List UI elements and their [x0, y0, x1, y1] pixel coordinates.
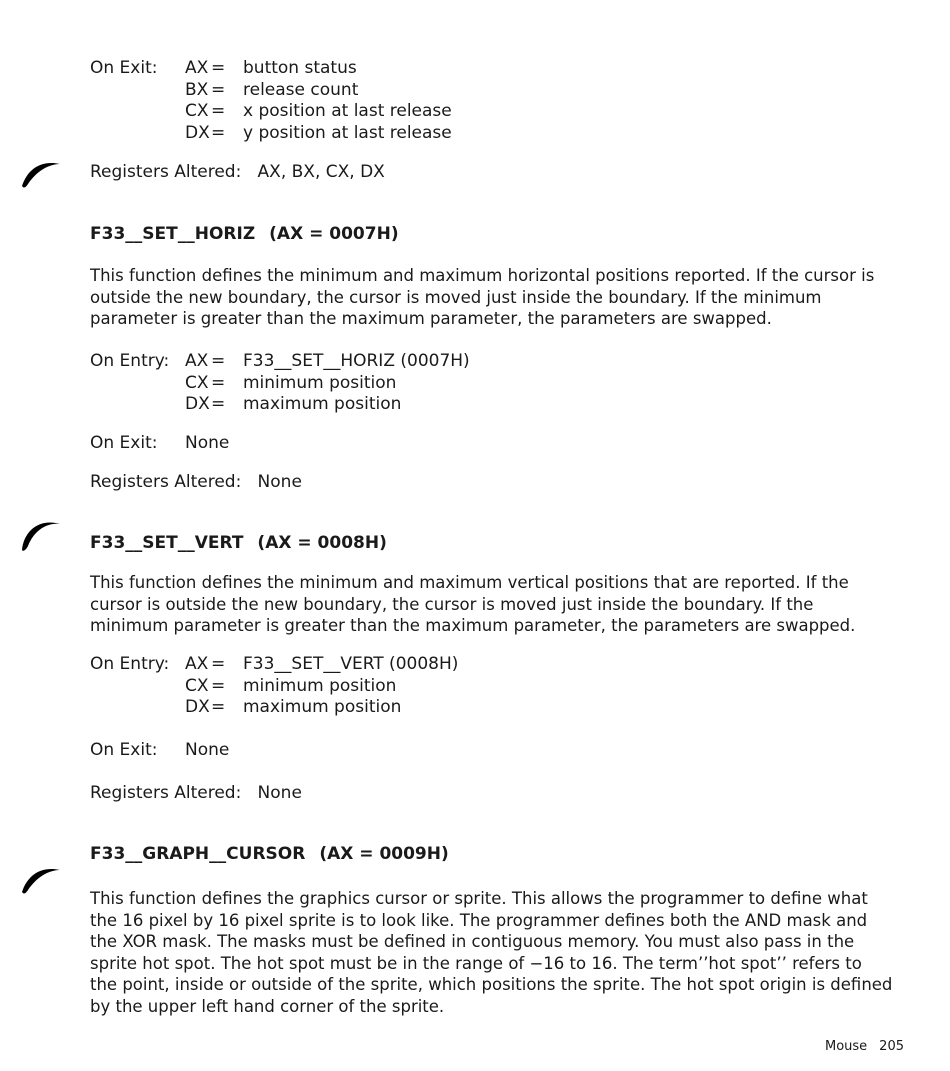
function-heading [90, 844, 449, 864]
register-list [185, 58, 452, 144]
register-list [185, 351, 470, 416]
register-value: release count [243, 79, 359, 100]
equals-sign: = [211, 675, 226, 696]
on-entry-label: On Entry: [90, 654, 170, 674]
register-value: x position at last release [243, 101, 452, 121]
registers-altered-label: Registers Altered: [90, 472, 242, 492]
registers-altered-line [90, 162, 385, 184]
registers-altered-value: None [257, 472, 302, 492]
paragraph-line: the point, inside or outside of the sprite, which positions the sprite. The hot spot origin is defined [90, 975, 893, 994]
registers-altered-value: None [257, 783, 302, 803]
on-entry-label: On Entry: [90, 351, 170, 371]
on-exit-label: On Exit: [90, 740, 158, 760]
paragraph-line: This function defines the minimum and maximum vertical positions that are reported. If the [90, 573, 849, 592]
register-line [185, 676, 458, 698]
register-value: F33__SET__HORIZ (0007H) [243, 351, 470, 371]
register-value: y position at last release [243, 122, 452, 143]
register-value: minimum position [243, 372, 397, 393]
on-exit-value: None [185, 740, 230, 760]
paragraph-line: minimum parameter is greater than the maximum parameter, the parameters are swapped. [90, 616, 856, 635]
register-value: minimum position [243, 675, 397, 696]
on-exit-value: None [185, 433, 230, 453]
paragraph-line: This function defines the graphics cursor or sprite. This allows the programmer to define what [90, 889, 868, 908]
paragraph-line: the 16 pixel by 16 pixel sprite is to look like. The programmer defines both the AND mask and [90, 910, 868, 930]
register-value: maximum position [243, 697, 402, 717]
register-line [185, 80, 452, 102]
register-list [185, 654, 458, 719]
on-exit-label: On Exit: [90, 58, 158, 78]
equals-sign: = [211, 654, 226, 674]
function-code: (AX = 0008H) [257, 533, 387, 553]
registers-altered-label: Registers Altered: [90, 783, 242, 803]
register-line [185, 394, 470, 416]
registers-altered-value: AX, BX, CX, DX [257, 162, 385, 182]
description-paragraph [90, 888, 893, 1017]
function-heading [90, 533, 387, 553]
equals-sign: = [211, 697, 226, 717]
register-name: DX [185, 394, 210, 414]
paragraph-line: sprite hot spot. The hot spot must be in the range of −16 to 16. The term’’hot spot’’ refers to [90, 953, 862, 973]
register-value: F33__SET__VERT (0008H) [243, 654, 459, 674]
registers-altered-line [90, 783, 302, 805]
page-number: 205 [879, 1039, 904, 1054]
on-exit-line [90, 740, 229, 762]
function-heading [90, 224, 399, 244]
register-value: button status [243, 58, 357, 78]
equals-sign: = [211, 394, 226, 414]
register-line [185, 697, 458, 719]
function-code: (AX = 0007H) [269, 224, 399, 244]
equals-sign: = [211, 79, 226, 100]
description-paragraph [90, 572, 890, 637]
register-name: CX [185, 372, 209, 393]
on-exit-label: On Exit: [90, 433, 158, 453]
function-name: F33__SET__HORIZ [90, 224, 256, 244]
register-value: maximum position [243, 394, 402, 414]
register-line [185, 373, 470, 395]
register-line [185, 654, 458, 676]
page-footer [825, 1039, 904, 1054]
footer-section: Mouse [824, 1039, 868, 1054]
register-line [185, 101, 452, 123]
paragraph-line: by the upper left hand corner of the sprite. [90, 996, 445, 1016]
equals-sign: = [211, 58, 226, 78]
register-line [185, 351, 470, 373]
description-paragraph [90, 265, 890, 330]
register-name: DX [185, 122, 210, 143]
paragraph-line: parameter is greater than the maximum parameter, the parameters are swapped. [90, 309, 772, 328]
paragraph-line: the XOR mask. The masks must be defined in contiguous memory. You must also pass in the [90, 932, 855, 951]
register-name: AX [185, 351, 209, 371]
equals-sign: = [211, 122, 226, 143]
register-name: CX [185, 675, 209, 696]
paragraph-line: This function defines the minimum and maximum horizontal positions reported. If the cursor is [90, 266, 875, 285]
registers-altered-label: Registers Altered: [90, 162, 242, 182]
register-name: BX [185, 79, 209, 100]
equals-sign: = [211, 351, 226, 371]
equals-sign: = [211, 101, 226, 121]
register-name: DX [185, 697, 210, 717]
paragraph-line: outside the new boundary, the cursor is moved just inside the boundary. If the minimum [90, 287, 822, 307]
register-name: CX [185, 101, 209, 121]
register-line [185, 58, 452, 80]
register-name: AX [185, 654, 209, 674]
register-name: AX [185, 58, 209, 78]
function-code: (AX = 0009H) [319, 844, 449, 864]
function-name: F33__GRAPH__CURSOR [90, 844, 306, 864]
thumb-mark-icon [20, 862, 62, 898]
function-name: F33__SET__VERT [90, 533, 244, 553]
equals-sign: = [211, 372, 226, 393]
paragraph-line: cursor is outside the new boundary, the cursor is moved just inside the boundary. If the [90, 594, 814, 614]
thumb-mark-icon [20, 516, 62, 552]
thumb-mark-icon [20, 156, 62, 192]
register-line [185, 123, 452, 145]
on-exit-line [90, 433, 229, 455]
registers-altered-line [90, 472, 302, 494]
